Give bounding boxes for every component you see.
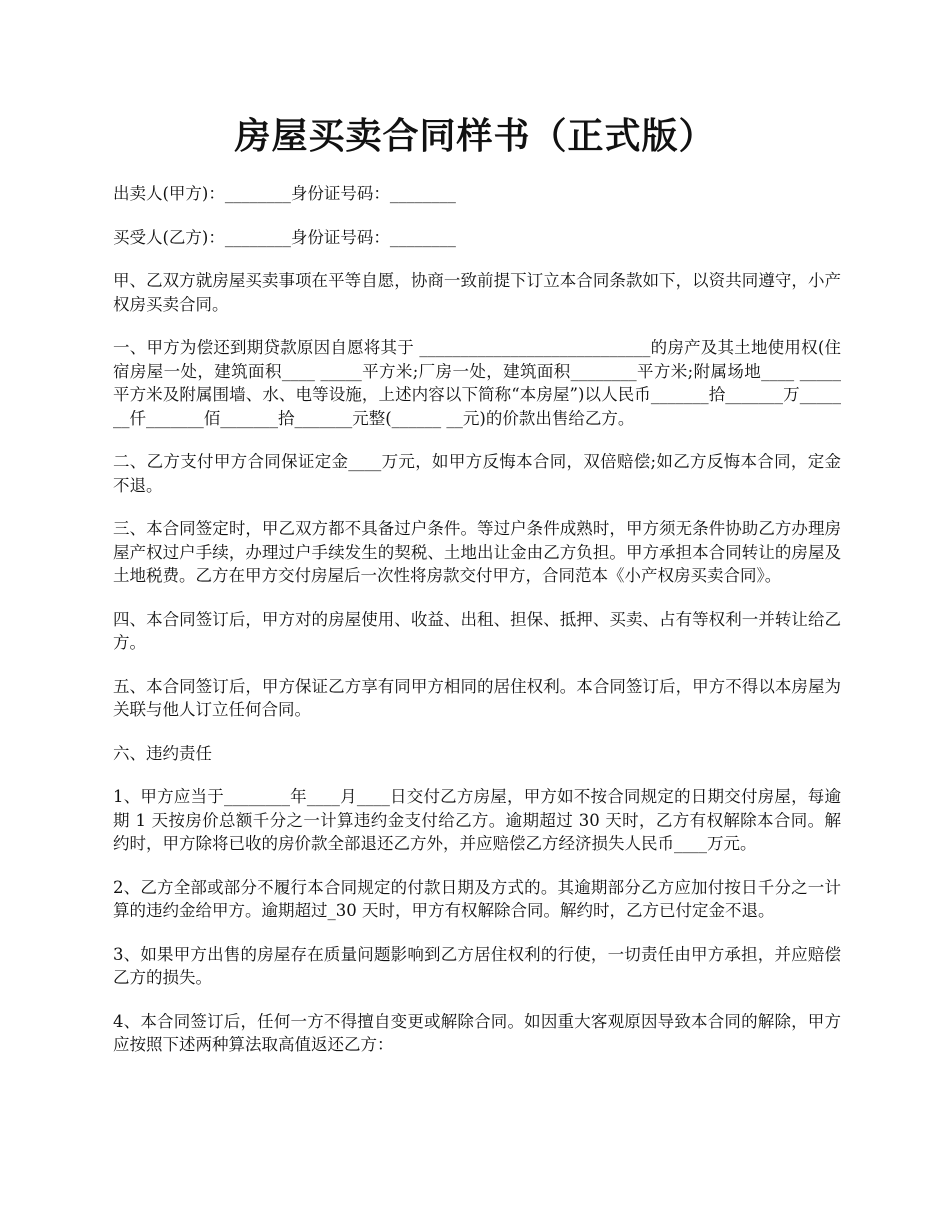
paragraph-liability-2: 2、乙方全部或部分不履行本合同规定的付款日期及方式的。其逾期部分乙方应加付按日千分之一计算的违约金给甲方。逾期超过_30 天时，甲方有权解除合同。解约时，乙方已付定金不退。 bbox=[113, 877, 841, 920]
paragraph-clause-1: 一、甲方为偿还到期贷款原因自愿将其于 ____________________________的房产及其土地使用权(住宿房屋一处，建筑面积____ _____平方米;厂房一处，建筑面积________平方米;附属场地____ _____平方米及附属围墙、水、电等设施，上述内容以下简称“本房屋”)以人民币_______拾_______万_______仟_______佰_______拾_______元整(______ __元)的价款出售给乙方。 bbox=[113, 338, 841, 428]
paragraph-clause-4: 四、本合同签订后，甲方对的房屋使用、收益、出租、担保、抵押、买卖、占有等权利一并转让给乙方。 bbox=[113, 609, 841, 652]
document-body bbox=[113, 182, 841, 1077]
paragraph-liability-3: 3、如果甲方出售的房屋存在质量问题影响到乙方居住权利的行使，一切责任由甲方承担，并应赔偿乙方的损失。 bbox=[113, 944, 841, 987]
paragraph-seller: 出卖人(甲方)：________身份证号码：________ bbox=[113, 184, 456, 203]
paragraph-clause-2: 二、乙方支付甲方合同保证定金____万元，如甲方反悔本合同，双倍赔偿;如乙方反悔本合同，定金不退。 bbox=[113, 452, 841, 495]
paragraph-buyer: 买受人(乙方)：________身份证号码：________ bbox=[113, 227, 456, 247]
paragraph-clause-3: 三、本合同签定时，甲乙双方都不具备过户条件。等过户条件成熟时，甲方须无条件协助乙方办理房屋产权过户手续，办理过户手续发生的契税、土地出让金由乙方负担。甲方承担本合同转让的房屋及土地税费。乙方在甲方交付房屋后一次性将房款交付甲方，合同范本《小产权房买卖合同》。 bbox=[113, 519, 841, 585]
paragraph-preamble: 甲、乙双方就房屋买卖事项在平等自愿，协商一致前提下订立本合同条款如下，以资共同遵守，小产权房买卖合同。 bbox=[113, 271, 841, 314]
paragraph-clause-5: 五、本合同签订后，甲方保证乙方享有同甲方相同的居住权利。本合同签订后，甲方不得以本房屋为关联与他人订立任何合同。 bbox=[113, 676, 841, 719]
document-title: 房屋买卖合同样书（正式版） bbox=[234, 115, 716, 157]
paragraph-liability-4: 4、本合同签订后，任何一方不得擅自变更或解除合同。如因重大客观原因导致本合同的解除，甲方应按照下述两种算法取高值返还乙方： bbox=[113, 1011, 841, 1054]
paragraph-liability-1: 1、甲方应当于________年____月____日交付乙方房屋，甲方如不按合同规定的日期交付房屋，每逾期 1 天按房价总额千分之一计算违约金支付给乙方。逾期超过 30 天时，乙方有权解除本合同。解约时，甲方除将已收的房价款全部退还乙方外，并应赔偿乙方经济损失人民币____万元。 bbox=[113, 787, 841, 853]
paragraph-clause-6-heading: 六、违约责任 bbox=[113, 743, 212, 763]
